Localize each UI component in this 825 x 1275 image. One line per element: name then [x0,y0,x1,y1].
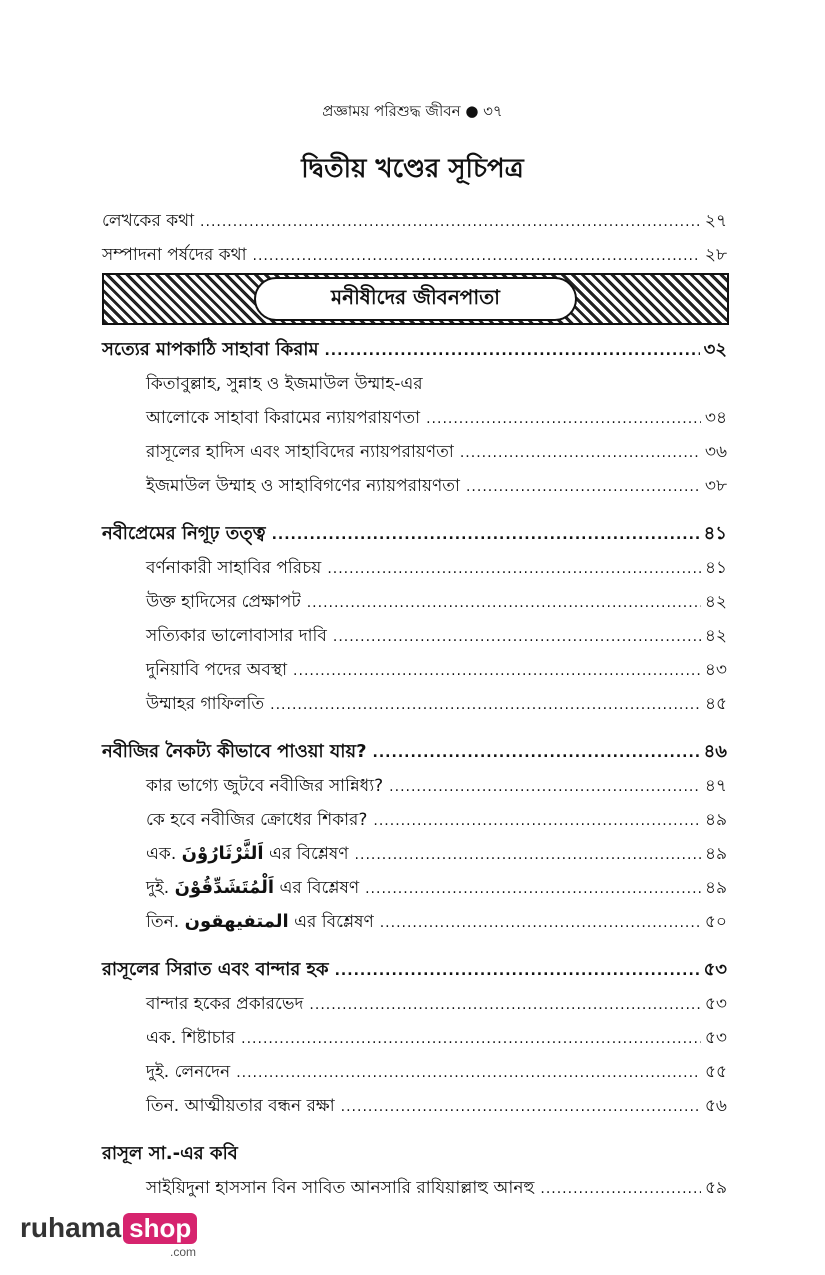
toc-label [146,871,365,905]
arabic-term: المتفيهقون [184,911,289,932]
toc-entry [102,435,727,469]
toc-page: ৪৭ [704,776,727,796]
arabic-term: اَلثَّرْثَارُوْنَ [181,843,264,864]
toc-front [102,204,727,272]
toc-suffix: এর বিশ্লেষণ [294,912,374,932]
toc-page: ৪৯ [704,878,727,898]
toc-label: আলোকে সাহাবা কিরামের ন্যায়পরায়ণতা [146,408,421,428]
toc-entry [102,585,727,619]
toc-page: ২৮ [704,245,727,265]
toc-page: ৩৬ [704,442,727,462]
toc-label [146,905,380,939]
toc-page: ৫৫ [704,1062,727,1082]
toc-page: ২৭ [704,211,727,231]
toc-entry [102,469,727,503]
toc-label: দুই. লেনদেন [146,1062,231,1082]
toc-label: সত্যিকার ভালোবাসার দাবি [146,626,327,646]
toc-label [146,837,355,871]
page-title: দ্বিতীয় খণ্ডের সূচিপত্র [301,154,524,184]
toc-suffix: এর বিশ্লেষণ [268,844,349,864]
toc-prefix: দুই. [146,878,170,898]
toc-entry [102,871,727,905]
toc-label: কে হবে নবীজির ক্রোধের শিকার? [146,810,368,830]
toc-page: ৫৬ [704,1096,727,1116]
toc-heading [102,517,727,551]
toc-suffix: এর বিশ্লেষণ [279,878,360,898]
toc-page: ৫৩ [704,1028,727,1048]
toc-page: ৪৬ [703,741,727,762]
toc-entry [102,551,727,585]
logo-domain: .com [170,1245,197,1259]
toc-label: উম্মাহর গাফিলতি [146,694,265,714]
toc-label: সাইয়িদুনা হাসসান বিন সাবিত আনসারি রাযিয়াল্লাহু আনহু [146,1178,535,1198]
toc-entry [102,905,727,939]
toc-entry [102,367,727,401]
section-banner [102,273,729,325]
toc-prefix: এক. [146,844,177,864]
toc-prefix: তিন. [146,912,180,932]
toc-entry [102,238,727,272]
toc-label: লেখকের কথা [102,211,195,231]
toc-entry [102,687,727,721]
logo-main-text: ruhama [20,1212,122,1243]
toc-label: দুনিয়াবি পদের অবস্থা [146,660,288,680]
toc-label: উক্ত হাদিসের প্রেক্ষাপট [146,592,301,612]
toc-page: ৩৮ [704,476,727,496]
toc-page: ৪৯ [704,844,727,864]
toc-entry [102,803,727,837]
toc-page: ৩২ [703,339,727,360]
toc-page: ৪২ [704,626,727,646]
toc-page: ৩৪ [704,408,727,428]
banner-title: মনীষীদের জীবনপাতা [254,277,577,321]
toc-heading-label: নবীজির নৈকট্য কীভাবে পাওয়া যায়? [102,741,367,762]
toc-heading [102,953,727,987]
toc-entry [102,653,727,687]
toc-label: তিন. আত্মীয়তার বন্ধন রক্ষা [146,1096,335,1116]
toc-page: ৪২ [704,592,727,612]
toc-entry [102,401,727,435]
toc-page: ৫৯ [704,1178,727,1198]
toc-label: রাসূলের হাদিস এবং সাহাবিদের ন্যায়পরায়ণতা [146,442,454,462]
toc-heading [102,1137,727,1171]
arabic-term: اَلْمُتَشَدِّقُوْنَ [174,877,275,898]
toc-label: সম্পাদনা পর্ষদের কথা [102,245,247,265]
logo-shop-badge: shop [123,1213,197,1244]
toc-page: ৪১ [704,558,727,578]
toc-entry [102,204,727,238]
toc-heading-label: রাসূলের সিরাত এবং বান্দার হক [102,959,329,980]
toc-body [102,333,727,1205]
toc-entry [102,1021,727,1055]
toc-page: ৪৫ [704,694,727,714]
toc-heading [102,333,727,367]
ruhamashop-logo [20,1212,197,1244]
toc-label: কার ভাগ্যে জুটবে নবীজির সান্নিধ্য? [146,776,384,796]
toc-heading-label: সত্যের মাপকাঠি সাহাবা কিরাম [102,339,319,360]
toc-entry [102,769,727,803]
toc-page: ৫৩ [704,994,727,1014]
toc-label: বান্দার হকের প্রকারভেদ [146,994,304,1014]
toc-page: ৪৯ [704,810,727,830]
toc-heading [102,735,727,769]
toc-entry [102,619,727,653]
toc-page: ৪১ [703,523,727,544]
toc-label: এক. শিষ্টাচার [146,1028,236,1048]
toc-page: ৫০ [704,912,727,932]
toc-heading-label: রাসূল সা.-এর কবি [102,1143,238,1164]
running-head: প্রজ্ঞাময় পরিশুদ্ধ জীবন ● ৩৭ [322,102,503,120]
toc-entry [102,1055,727,1089]
toc-page: ৪৩ [704,660,727,680]
toc-label: ইজমাউল উম্মাহ ও সাহাবিগণের ন্যায়পরায়ণতা [146,476,460,496]
toc-entry [102,987,727,1021]
toc-page: ৫৩ [703,959,727,980]
toc-entry [102,837,727,871]
toc-label: কিতাবুল্লাহ, সুন্নাহ ও ইজমাউল উম্মাহ-এর [146,374,423,394]
toc-heading-label: নবীপ্রেমের নিগূঢ় তত্ত্ব [102,523,266,544]
toc-entry [102,1089,727,1123]
toc-entry [102,1171,727,1205]
toc-label: বর্ণনাকারী সাহাবির পরিচয় [146,558,322,578]
